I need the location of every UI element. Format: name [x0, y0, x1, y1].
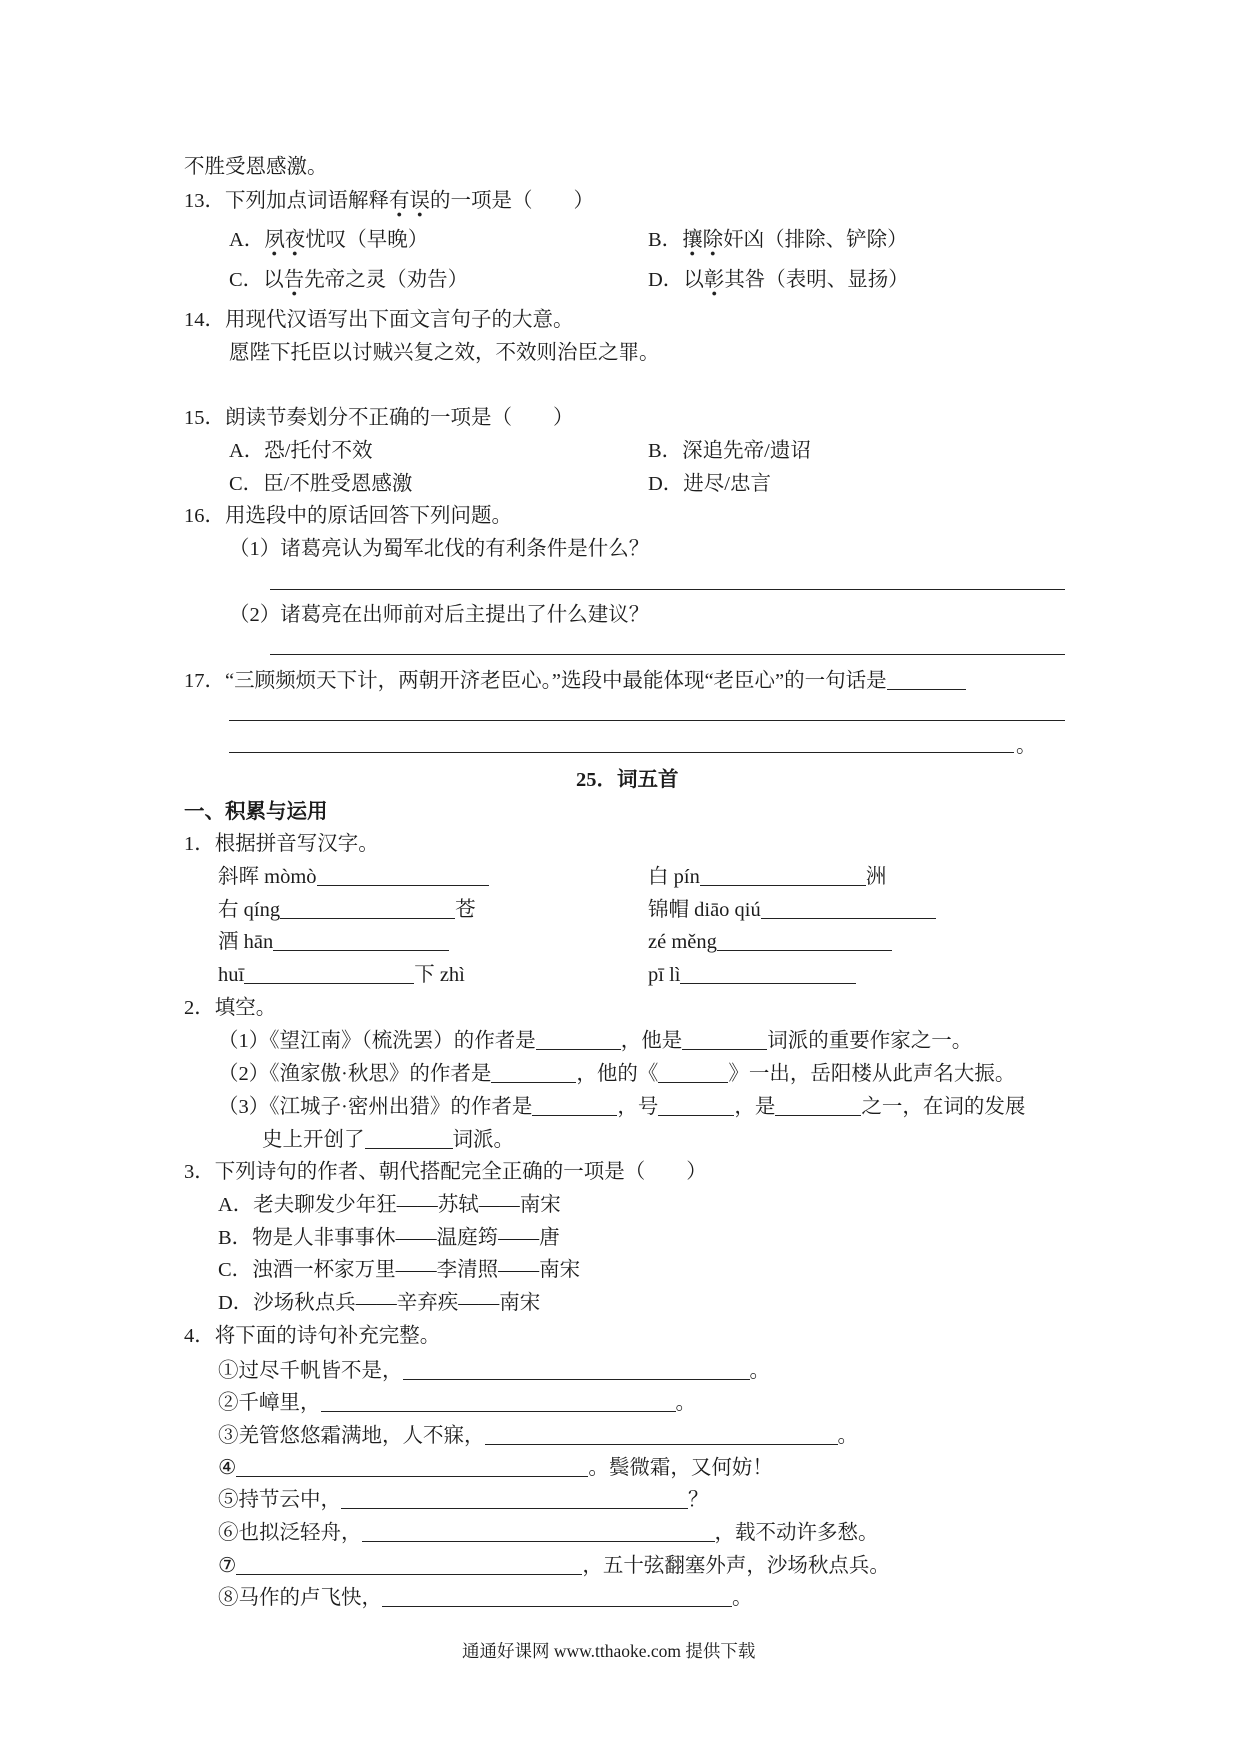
poem-item	[218, 1583, 753, 1613]
l25-q2-stem	[184, 993, 276, 1023]
q14-number: 14．	[184, 309, 225, 331]
poem-text: ①过尽千帆皆不是，	[218, 1360, 403, 1382]
q17-stem	[184, 666, 966, 696]
section-heading: 一、积累与运用	[184, 801, 328, 823]
q15-option-d: D．进尽/忠言	[648, 473, 771, 495]
pinyin-text: 白 pín	[648, 866, 700, 888]
option-text: 忧叹（早晚）	[305, 229, 429, 251]
poem-text: 。	[675, 1392, 696, 1414]
poem-text: 。	[749, 1360, 770, 1382]
page-footer: 通通好课网 www.tthaoke.com 提供下载	[462, 1641, 756, 1661]
q14-sentence	[229, 338, 660, 368]
l25-q3-option-d: D．沙场秋点兵——辛弃疾——南宋	[218, 1292, 541, 1314]
poem-text: ③羌管悠悠霜满地，人不寐，	[218, 1425, 485, 1447]
answer-blank	[403, 1378, 750, 1380]
pinyin-text: 酒 hān	[218, 931, 274, 953]
pinyin-item	[648, 862, 886, 892]
answer-blank	[236, 1475, 588, 1477]
answer-blank	[532, 1114, 617, 1116]
fill-text: 》一出，岳阳楼从此声名大振。	[728, 1063, 1016, 1085]
poem-text: ⑤持节云中，	[218, 1489, 341, 1511]
answer-blank	[280, 917, 455, 919]
l25-q1-stem-text: 根据拼音写汉字。	[214, 833, 379, 855]
poem-text: 。	[837, 1425, 858, 1447]
q13-stem-pre: 下列加点词语解释	[225, 190, 389, 212]
l25-q3-option-c: C．浊酒一杯家万里——李清照——南宋	[218, 1259, 581, 1281]
l25-q4-number: 4．	[184, 1325, 215, 1347]
q13-number: 13．	[184, 190, 225, 212]
l25-q4-stem-text: 将下面的诗句补充完整。	[214, 1325, 441, 1347]
q13-stem-emphasis: 有误	[389, 190, 430, 218]
answer-blank	[536, 1048, 621, 1050]
poem-item	[218, 1356, 770, 1386]
lesson-title: 25．词五首	[576, 769, 679, 791]
fill-text: （3）《江城子·密州出猎》的作者是	[218, 1096, 533, 1118]
poem-item	[218, 1551, 890, 1581]
answer-blank	[341, 1507, 688, 1509]
pinyin-item	[648, 960, 856, 990]
pinyin-text: 斜晖 mòmò	[218, 866, 317, 888]
passage-continued	[184, 152, 328, 182]
l25-q1-stem	[184, 829, 379, 859]
poem-text: ④	[218, 1457, 237, 1479]
answer-blank	[382, 1605, 732, 1607]
q15-stem	[184, 403, 574, 433]
passage-text: 不胜受恩感激。	[184, 156, 328, 178]
poem-text: 。鬓微霜，又何妨！	[588, 1457, 773, 1479]
option-emphasis: 告	[284, 269, 305, 297]
q15-option-a: A．恐/托付不效	[229, 440, 373, 462]
poem-item	[218, 1453, 773, 1483]
l25-q3-option-a: A．老夫聊发少年狂——苏轼——南宋	[218, 1194, 561, 1216]
option-label: D．	[648, 269, 684, 291]
pinyin-text: 右 qíng	[218, 899, 281, 921]
poem-item	[218, 1421, 858, 1451]
q16-sub-2: （2）诸葛亮在出师前对后主提出了什么建议？	[229, 604, 650, 626]
l25-q2-number: 2．	[184, 997, 215, 1019]
answer-blank	[273, 949, 449, 951]
q16-sub-1: （1）诸葛亮认为蜀军北伐的有利条件是什么？	[229, 538, 650, 560]
fill-text: ，他的《	[576, 1063, 659, 1085]
fill-text: （2）《渔家傲·秋思》的作者是	[218, 1063, 492, 1085]
answer-blank	[485, 1443, 838, 1445]
pinyin-item	[218, 895, 476, 925]
l25-q3-stem-text: 下列诗句的作者、朝代搭配完全正确的一项是（ ）	[214, 1161, 707, 1183]
poem-text: ⑦	[218, 1555, 237, 1577]
fill-text: ，号	[617, 1096, 659, 1118]
pinyin-suffix: 下 zhì	[414, 964, 465, 986]
option-text: 其咎（表明、显扬）	[724, 269, 909, 291]
answer-line	[229, 752, 1014, 753]
answer-blank	[365, 1147, 453, 1149]
pinyin-text: 锦帽 diāo qiú	[648, 899, 761, 921]
answer-blank	[761, 917, 936, 919]
q17-end-punct: 。	[1016, 735, 1037, 757]
pinyin-item	[218, 960, 465, 990]
fill-text: 之一，在词的发展	[861, 1096, 1026, 1118]
poem-text: ？	[688, 1489, 709, 1511]
q15-option-c: C．臣/不胜受恩感激	[229, 473, 413, 495]
poem-text: ②千嶂里，	[218, 1392, 321, 1414]
answer-blank	[717, 949, 892, 951]
poem-item	[218, 1485, 709, 1515]
l25-q2-stem-text: 填空。	[214, 997, 277, 1019]
option-text: 先帝之灵（劝告）	[304, 269, 469, 291]
l25-q3-stem	[184, 1157, 707, 1187]
poem-text: ，五十弦翻塞外声，沙场秋点兵。	[582, 1555, 890, 1577]
poem-item	[218, 1388, 696, 1418]
answer-blank	[244, 982, 414, 984]
q13-option-c	[229, 265, 468, 295]
option-label: B．	[648, 229, 683, 251]
option-emphasis: 攘除	[682, 229, 723, 257]
pinyin-suffix: 洲	[865, 866, 887, 888]
q15-stem-text: 朗读节奏划分不正确的一项是（ ）	[225, 407, 574, 429]
l25-q2-sub-1	[218, 1026, 972, 1056]
option-label: A．	[229, 229, 265, 251]
option-label: C．	[229, 269, 264, 291]
answer-blank	[680, 982, 856, 984]
q14-stem-text: 用现代汉语写出下面文言句子的大意。	[225, 309, 574, 331]
q13-option-a	[229, 225, 428, 255]
pinyin-text: zé měng	[648, 931, 717, 953]
q13-stem-post: 的一项是（ ）	[430, 190, 594, 212]
l25-q1-number: 1．	[184, 833, 215, 855]
poem-text: ⑧马作的卢飞快，	[218, 1587, 382, 1609]
l25-q3-option-b: B．物是人非事事休——温庭筠——唐	[218, 1227, 560, 1249]
pinyin-text: pī lì	[648, 964, 681, 986]
option-text-pre: 以	[263, 269, 284, 291]
q14-stem	[184, 305, 574, 335]
answer-blank	[887, 688, 966, 690]
fill-text: （1）《望江南》（梳洗罢）的作者是	[218, 1030, 536, 1052]
answer-line	[270, 589, 1065, 590]
pinyin-item	[648, 927, 892, 957]
poem-text: ，载不动许多愁。	[714, 1522, 879, 1544]
answer-blank	[700, 884, 866, 886]
answer-line	[270, 654, 1065, 655]
fill-text: 词派。	[452, 1129, 514, 1151]
pinyin-item	[648, 895, 936, 925]
poem-item	[218, 1518, 879, 1548]
q15-option-b: B．深追先帝/遗诏	[648, 440, 811, 462]
option-text: 奸凶（排除、铲除）	[723, 229, 908, 251]
option-text-pre: 以	[683, 269, 704, 291]
l25-q2-sub-3	[218, 1092, 1025, 1122]
q13-option-d	[648, 265, 909, 295]
l25-q2-sub-2	[218, 1059, 1015, 1089]
option-emphasis: 彰	[704, 269, 725, 297]
answer-blank	[658, 1081, 728, 1083]
fill-text: 词派的重要作家之一。	[767, 1030, 973, 1052]
poem-text: 。	[732, 1587, 753, 1609]
answer-blank	[775, 1114, 861, 1116]
l25-q4-stem	[184, 1321, 440, 1351]
answer-blank	[236, 1573, 582, 1575]
q16-stem-text: 用选段中的原话回答下列问题。	[225, 505, 512, 527]
fill-text: ，他是	[620, 1030, 683, 1052]
answer-blank	[491, 1081, 576, 1083]
pinyin-text: huī	[218, 964, 245, 986]
fill-text: 史上开创了	[262, 1129, 365, 1151]
q14-sentence-text: 愿陛下托臣以讨贼兴复之效，不效则治臣之罪。	[229, 342, 660, 364]
answer-blank	[317, 884, 489, 886]
fill-text: ，是	[734, 1096, 776, 1118]
answer-line	[229, 720, 1065, 721]
pinyin-item	[218, 862, 489, 892]
answer-blank	[658, 1114, 734, 1116]
poem-text: ⑥也拟泛轻舟，	[218, 1522, 362, 1544]
q16-number: 16．	[184, 505, 225, 527]
answer-blank	[362, 1540, 715, 1542]
option-emphasis: 夙夜	[264, 229, 305, 257]
pinyin-suffix: 苍	[455, 899, 476, 921]
l25-q2-sub-3-cont	[262, 1125, 514, 1155]
pinyin-item	[218, 927, 449, 957]
q13-stem	[184, 186, 594, 216]
q17-stem-text: “三顾频烦天下计，两朝开济老臣心。”选段中最能体现“老臣心”的一句话是	[225, 670, 887, 692]
q15-number: 15．	[184, 407, 225, 429]
answer-blank	[321, 1410, 676, 1412]
q13-option-b	[648, 225, 908, 255]
answer-blank	[682, 1048, 767, 1050]
q17-number: 17．	[184, 670, 225, 692]
q16-stem	[184, 501, 512, 531]
l25-q3-number: 3．	[184, 1161, 215, 1183]
